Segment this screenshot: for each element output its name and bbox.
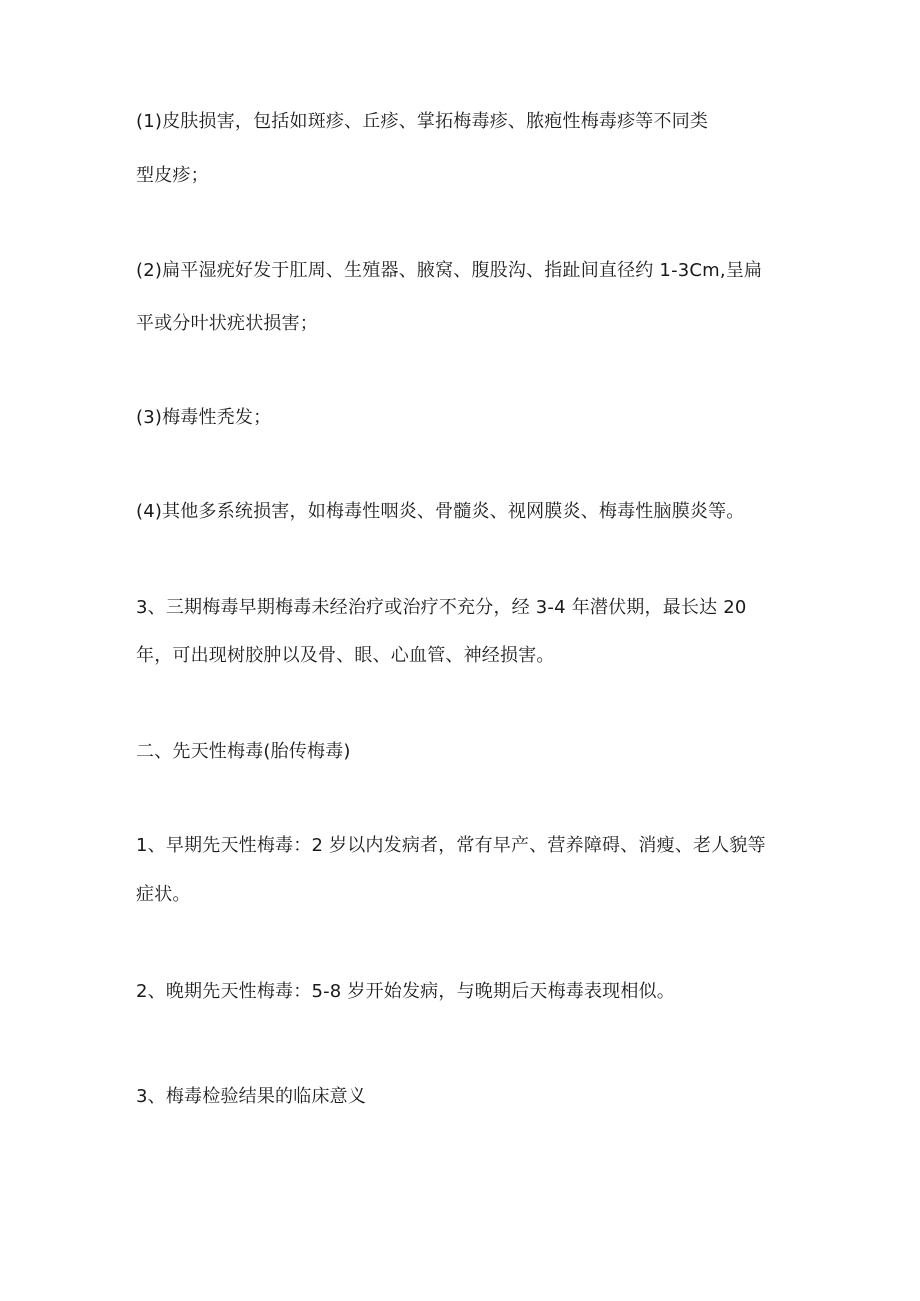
- text-line: (3)梅毒性秃发；: [136, 407, 272, 428]
- text-line: (2)扁平湿疣好发于肛周、生殖器、腋窝、腹股沟、指趾间直径约 1-3Cm,呈扁: [136, 260, 763, 281]
- text-line: 2、晚期先天性梅毒：5-8 岁开始发病，与晚期后天梅毒表现相似。: [136, 981, 675, 1002]
- text-line: 3、三期梅毒早期梅毒未经治疗或治疗不充分，经 3-4 年潜伏期，最长达 20: [136, 597, 747, 618]
- text-line: 1、早期先天性梅毒：2 岁以内发病者，常有早产、营养障碍、消瘦、老人貌等: [136, 835, 766, 856]
- text-line: 平或分叶状疣状损害；: [136, 313, 318, 334]
- section-heading: 二、先天性梅毒(胎传梅毒): [136, 741, 351, 762]
- text-line: 年，可出现树胶肿以及骨、眼、心血管、神经损害。: [136, 645, 555, 666]
- text-line: (4)其他多系统损害，如梅毒性咽炎、骨髓炎、视网膜炎、梅毒性脑膜炎等。: [136, 501, 745, 522]
- text-line: 症状。: [136, 884, 191, 905]
- text-line: 3、梅毒检验结果的临床意义: [136, 1086, 367, 1107]
- text-line: 型皮疹；: [136, 165, 209, 186]
- text-line: (1)皮肤损害，包括如斑疹、丘疹、掌拓梅毒疹、脓疱性梅毒疹等不同类: [136, 111, 709, 132]
